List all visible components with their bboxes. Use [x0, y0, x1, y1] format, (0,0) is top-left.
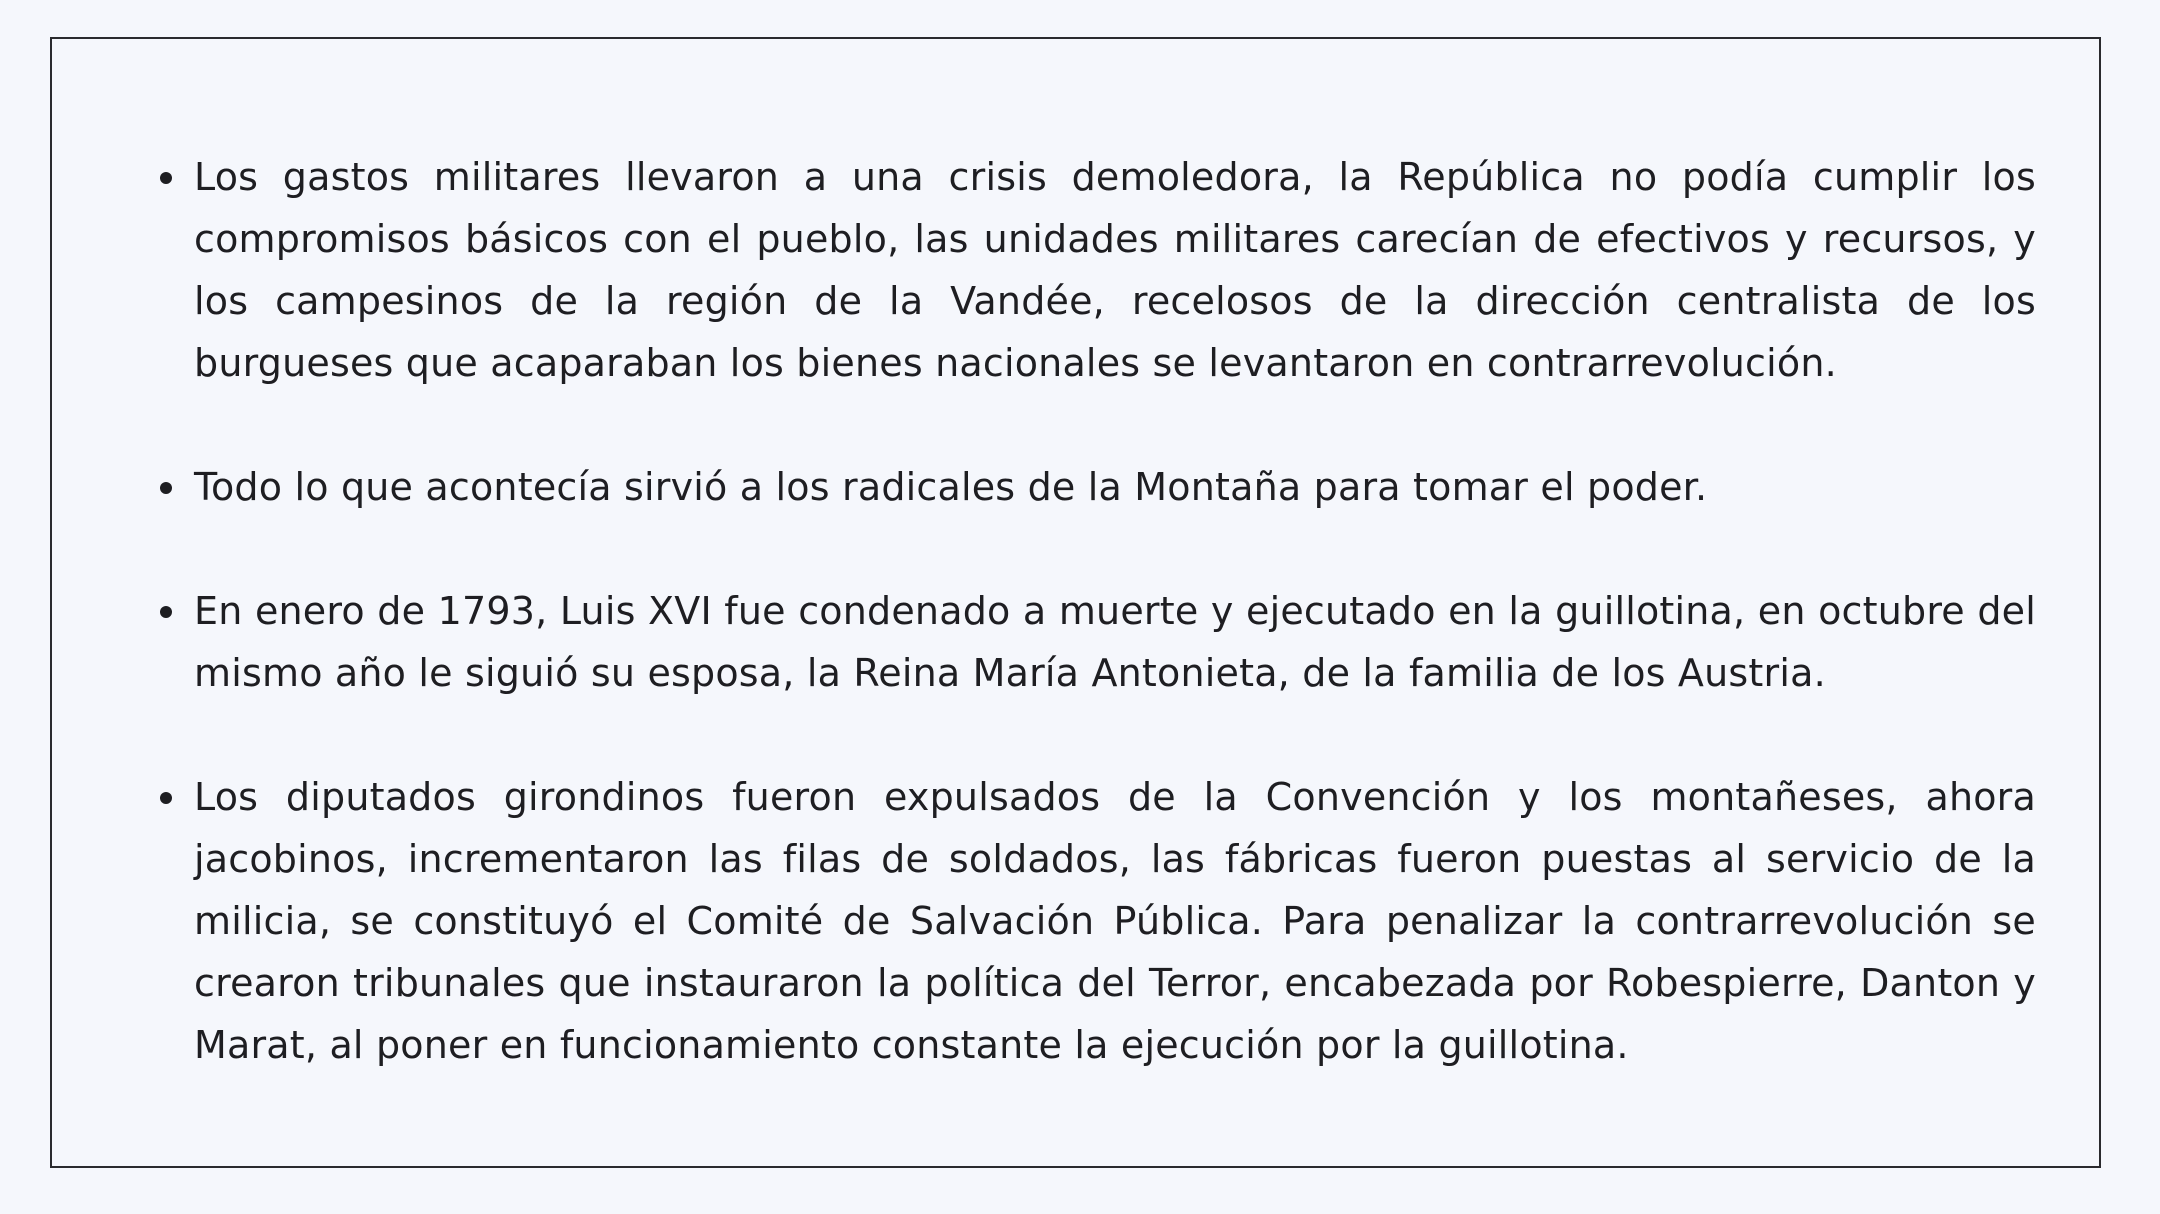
bullet-item-4 [152, 766, 2036, 1076]
bullet-dot-icon [160, 606, 172, 618]
bullet-dot-icon [160, 482, 172, 494]
bullet-item-2 [152, 456, 2036, 518]
bullet-text: Los gastos militares llevaron a una crisis demoledora, la República no podía cumplir los compromisos básicos con el pueblo, las unidades militares carecían de efectivos y recursos, y los campesinos de la región de la Vandée, recelosos de la dirección centralista de los burgueses que acaparaban los bienes nacionales se levantaron en contrarrevolución. [194, 155, 2036, 385]
bullet-text: Todo lo que acontecía sirvió a los radicales de la Montaña para tomar el poder. [194, 465, 1708, 509]
bullet-text: En enero de 1793, Luis XVI fue condenado a muerte y ejecutado en la guillotina, en octubre del mismo año le siguió su esposa, la Reina María Antonieta, de la familia de los Austria. [194, 589, 2036, 695]
bullet-item-3 [152, 580, 2036, 704]
bullet-item-1 [152, 146, 2036, 394]
bullet-list [152, 146, 2036, 1076]
bullet-text: Los diputados girondinos fueron expulsados de la Convención y los montañeses, ahora jacobinos, incrementaron las filas de soldados, las fábricas fueron puestas al servicio de la milicia, se constituyó el Comité de Salvación Pública. Para penalizar la contrarrevolución se crearon tribunales que instauraron la política del Terror, encabezada por Robespierre, Danton y Marat, al poner en funcionamiento constante la ejecución por la guillotina. [194, 775, 2036, 1067]
bullet-dot-icon [160, 172, 172, 184]
bullet-dot-icon [160, 792, 172, 804]
